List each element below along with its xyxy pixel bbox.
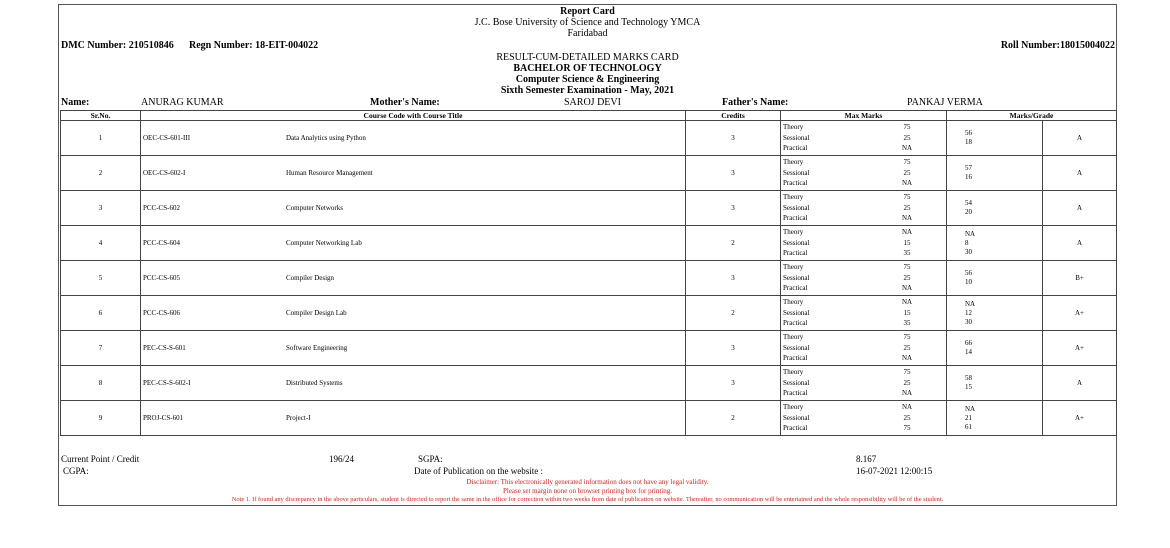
credits: 3: [686, 331, 781, 366]
university-name: J.C. Bose University of Science and Technology YMCA: [474, 17, 701, 28]
sr-no: 5: [61, 261, 141, 296]
obtained-theory: 56: [965, 269, 972, 277]
theory-label: Theory: [783, 263, 804, 272]
regn-value: 18-EIT-004022: [255, 40, 319, 51]
course-cell: [141, 366, 686, 401]
cgpa-label: CGPA:: [63, 466, 89, 476]
report-card: [58, 4, 1117, 506]
obtained-theory: 57: [965, 164, 972, 172]
sessional-label: Sessional: [783, 238, 810, 247]
father-name: PANKAJ VERMA: [907, 97, 983, 108]
max-theory: 75: [903, 158, 911, 167]
sessional-label: Sessional: [783, 133, 810, 142]
course-cell: [141, 121, 686, 156]
max-sessional: 25: [903, 343, 911, 352]
table-header-row: [61, 111, 1117, 121]
sr-no: 3: [61, 191, 141, 226]
grade: A: [1043, 191, 1117, 226]
max-theory: NA: [901, 403, 913, 412]
obtained-theory: 56: [965, 129, 972, 137]
grade: A+: [1043, 331, 1117, 366]
course-cell: [141, 261, 686, 296]
max-theory: 75: [903, 123, 911, 132]
discrepancy-note: Note 1. If found any discrepancy in the above particulars, student is directed to report the same in the office for correction within two weeks from date of publication on website. Thereafter, no communication will be entertained and the whole responsibility will be of the student.: [231, 496, 944, 503]
course-title: Project-I: [286, 414, 311, 422]
obtained-practical: 61: [965, 422, 972, 431]
grade: A: [1043, 121, 1117, 156]
dmc-number: [61, 40, 174, 51]
obtained-marks-cell: [947, 156, 1043, 191]
max-practical: NA: [901, 144, 913, 153]
max-marks-cell: [781, 156, 947, 191]
obtained-theory: NA: [965, 299, 976, 308]
point-credit-value: 196/24: [329, 454, 355, 464]
max-sessional: 25: [903, 273, 911, 282]
disclaimer-text: Disclaimer: This electronically generated information does not have any legal validity.: [466, 478, 709, 486]
max-sessional: 25: [903, 168, 911, 177]
max-theory: 75: [903, 333, 911, 342]
course-title: Computer Networking Lab: [286, 239, 362, 247]
max-practical: 35: [903, 249, 911, 258]
course-cell: [141, 331, 686, 366]
practical-label: Practical: [783, 284, 808, 293]
header-max-marks: Max Marks: [781, 111, 947, 121]
theory-label: Theory: [783, 193, 804, 202]
practical-label: Practical: [783, 354, 808, 363]
marks-body: [61, 121, 1117, 436]
max-sessional: 25: [903, 133, 911, 142]
course-code: PCC-CS-604: [143, 239, 180, 247]
max-sessional: 25: [903, 378, 911, 387]
course-title: Software Engineering: [286, 344, 348, 352]
theory-label: Theory: [783, 228, 804, 237]
publication-label: Date of Publication on the website :: [414, 466, 543, 476]
obtained-sessional: 21: [965, 413, 972, 422]
max-sessional: 15: [903, 238, 911, 247]
table-row: [61, 366, 1117, 401]
regn-label: Regn Number:: [189, 40, 253, 51]
course-cell: [141, 296, 686, 331]
course-title: Compiler Design Lab: [286, 309, 347, 317]
obtained-theory: NA: [965, 229, 976, 238]
credits: 3: [686, 261, 781, 296]
print-margin-note: Please set margin none on browser printing box for printing.: [502, 487, 672, 495]
course-title: Computer Networks: [286, 204, 343, 212]
grade: A: [1043, 226, 1117, 261]
table-row: [61, 331, 1117, 366]
exam-name: Sixth Semester Examination - May, 2021: [500, 85, 675, 96]
obtained-sessional: 14: [965, 348, 972, 356]
table-row: [61, 401, 1117, 436]
roll-number: [1001, 40, 1115, 51]
course-code: PROJ-CS-601: [143, 414, 184, 422]
obtained-marks-cell: [947, 121, 1043, 156]
header-marks-grade: Marks/Grade: [947, 111, 1117, 121]
obtained-marks-cell: [947, 366, 1043, 401]
practical-label: Practical: [783, 319, 808, 328]
sessional-label: Sessional: [783, 308, 810, 317]
obtained-sessional: 8: [965, 238, 969, 247]
course-title: Compiler Design: [286, 274, 335, 282]
student-name: ANURAG KUMAR: [141, 97, 224, 108]
sgpa-value: 8.167: [856, 454, 877, 464]
dmc-label: DMC Number:: [61, 40, 127, 51]
max-practical: NA: [901, 214, 913, 223]
theory-label: Theory: [783, 298, 804, 307]
course-cell: [141, 226, 686, 261]
credits: 3: [686, 191, 781, 226]
max-practical: NA: [901, 284, 913, 293]
sr-no: 2: [61, 156, 141, 191]
course-code: OEC-CS-601-III: [143, 134, 191, 142]
table-row: [61, 121, 1117, 156]
table-row: [61, 156, 1117, 191]
branch: Computer Science & Engineering: [515, 74, 660, 85]
practical-label: Practical: [783, 179, 808, 188]
sr-no: 6: [61, 296, 141, 331]
max-theory: NA: [901, 228, 913, 237]
obtained-marks-cell: [947, 226, 1043, 261]
sessional-label: Sessional: [783, 273, 810, 282]
max-sessional: 25: [903, 413, 911, 422]
max-marks-cell: [781, 191, 947, 226]
table-row: [61, 261, 1117, 296]
credits: 3: [686, 121, 781, 156]
header-sr-no: Sr.No.: [61, 111, 141, 121]
report-title: Report Card: [560, 6, 615, 17]
sr-no: 4: [61, 226, 141, 261]
obtained-marks-cell: [947, 296, 1043, 331]
course-code: PCC-CS-602: [143, 204, 180, 212]
mother-label: Mother's Name:: [370, 97, 440, 108]
max-sessional: 15: [903, 308, 911, 317]
obtained-sessional: 10: [965, 278, 972, 286]
course-code: PEC-CS-S-601: [143, 344, 186, 352]
table-row: [61, 226, 1117, 261]
max-practical: 35: [903, 319, 911, 328]
max-marks-cell: [781, 366, 947, 401]
course-code: PEC-CS-S-602-I: [143, 379, 191, 387]
max-theory: 75: [903, 263, 911, 272]
practical-label: Practical: [783, 424, 808, 433]
max-marks-cell: [781, 401, 947, 436]
sr-no: 8: [61, 366, 141, 401]
grade: A+: [1043, 401, 1117, 436]
header-course: Course Code with Course Title: [141, 111, 686, 121]
max-theory: 75: [903, 193, 911, 202]
university-city: Faridabad: [567, 28, 608, 39]
practical-label: Practical: [783, 144, 808, 153]
point-credit-label: Current Point / Credit: [61, 454, 140, 464]
theory-label: Theory: [783, 368, 804, 377]
max-marks-cell: [781, 226, 947, 261]
sessional-label: Sessional: [783, 413, 810, 422]
max-practical: NA: [901, 389, 913, 398]
header-credits: Credits: [686, 111, 781, 121]
max-theory: NA: [901, 298, 913, 307]
course-code: OEC-CS-602-I: [143, 169, 186, 177]
obtained-theory: 66: [965, 339, 972, 347]
max-practical: NA: [901, 354, 913, 363]
course-cell: [141, 191, 686, 226]
obtained-practical: 30: [965, 247, 972, 256]
max-marks-cell: [781, 261, 947, 296]
sessional-label: Sessional: [783, 168, 810, 177]
sr-no: 7: [61, 331, 141, 366]
max-practical: 75: [903, 424, 911, 433]
obtained-sessional: 15: [965, 383, 972, 391]
mother-name: SAROJ DEVI: [564, 97, 621, 108]
theory-label: Theory: [783, 403, 804, 412]
practical-label: Practical: [783, 214, 808, 223]
theory-label: Theory: [783, 123, 804, 132]
obtained-marks-cell: [947, 191, 1043, 226]
table-row: [61, 296, 1117, 331]
credits: 3: [686, 366, 781, 401]
course-title: Human Resource Management: [286, 169, 373, 177]
credits: 2: [686, 401, 781, 436]
max-marks-cell: [781, 331, 947, 366]
grade: A+: [1043, 296, 1117, 331]
card-type: RESULT-CUM-DETAILED MARKS CARD: [496, 52, 679, 63]
sr-no: 9: [61, 401, 141, 436]
grade: A: [1043, 156, 1117, 191]
grade: A: [1043, 366, 1117, 401]
sgpa-label: SGPA:: [418, 454, 443, 464]
obtained-marks-cell: [947, 331, 1043, 366]
grade: B+: [1043, 261, 1117, 296]
table-row: [61, 191, 1117, 226]
obtained-marks-cell: [947, 261, 1043, 296]
sessional-label: Sessional: [783, 203, 810, 212]
obtained-sessional: 12: [965, 308, 972, 317]
course-title: Data Analytics using Python: [286, 134, 366, 142]
course-code: PCC-CS-606: [143, 309, 180, 317]
course-cell: [141, 156, 686, 191]
credits: 3: [686, 156, 781, 191]
max-marks-cell: [781, 121, 947, 156]
regn-number: [189, 40, 318, 51]
dmc-value: 210510846: [128, 40, 174, 51]
obtained-theory: 58: [965, 374, 972, 382]
max-theory: 75: [903, 368, 911, 377]
degree: BACHELOR OF TECHNOLOGY: [513, 63, 662, 74]
practical-label: Practical: [783, 389, 808, 398]
credits: 2: [686, 226, 781, 261]
roll-label: Roll Number:: [1000, 40, 1060, 51]
max-sessional: 25: [903, 203, 911, 212]
obtained-marks-cell: [947, 401, 1043, 436]
max-marks-cell: [781, 296, 947, 331]
sr-no: 1: [61, 121, 141, 156]
obtained-sessional: 16: [965, 173, 972, 181]
obtained-sessional: 20: [965, 208, 972, 216]
sessional-label: Sessional: [783, 378, 810, 387]
roll-value: 18015004022: [1060, 40, 1115, 51]
course-title: Distributed Systems: [286, 379, 343, 387]
credits: 2: [686, 296, 781, 331]
max-practical: NA: [901, 179, 913, 188]
father-label: Father's Name:: [722, 97, 789, 108]
obtained-theory: NA: [965, 404, 976, 413]
obtained-practical: 30: [965, 317, 972, 326]
obtained-sessional: 18: [965, 138, 972, 146]
sessional-label: Sessional: [783, 343, 810, 352]
course-code: PCC-CS-605: [143, 274, 180, 282]
course-cell: [141, 401, 686, 436]
theory-label: Theory: [783, 333, 804, 342]
theory-label: Theory: [783, 158, 804, 167]
publication-date: 16-07-2021 12:00:15: [856, 466, 933, 476]
name-label: Name:: [61, 97, 90, 108]
marks-table: [60, 110, 1117, 436]
practical-label: Practical: [783, 249, 808, 258]
obtained-theory: 54: [965, 199, 972, 207]
